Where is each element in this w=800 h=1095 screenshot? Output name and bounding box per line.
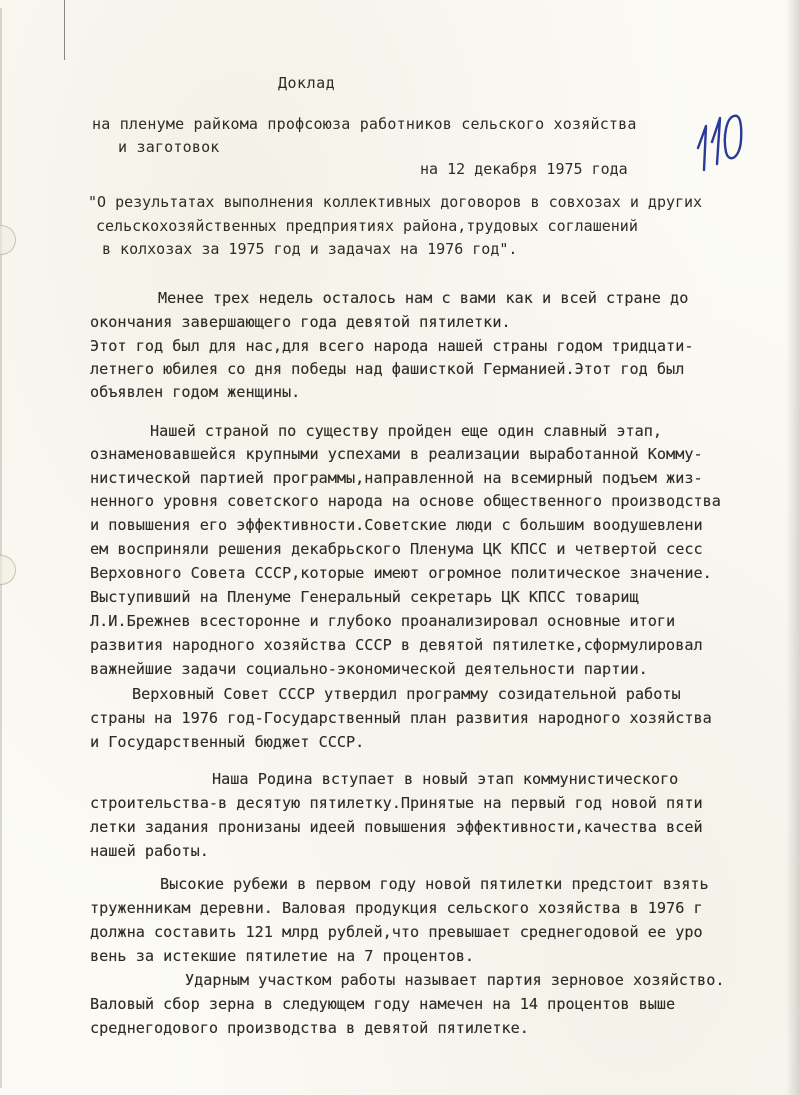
document-date: на 12 декабря 1975 года xyxy=(420,160,628,178)
body-line: Наша Родина вступает в новый этап коммунистического xyxy=(212,770,679,788)
body-line: Л.И.Брежнев всесторонне и глубоко проанализировал основные итоги xyxy=(90,612,676,630)
body-line: строительства-в десятую пятилетку.Принятые на первый год новой пяти xyxy=(90,794,703,812)
body-line: должна составить 121 млрд рублей,что превышает среднегодовой ее уро xyxy=(90,923,703,941)
paper-edge-mark xyxy=(0,8,2,1088)
body-line: нашей работы. xyxy=(90,842,209,860)
body-line: страны на 1976 год-Государственный план развития народного хозяйства xyxy=(90,709,712,727)
body-line: Нашей страной по существу пройден еще один славный этап, xyxy=(150,422,663,440)
subtitle-line: и заготовок xyxy=(118,138,220,156)
body-line: окончания завершающего года девятой пятилетки. xyxy=(90,313,511,331)
body-line: Валовый сбор зерна в следующем году намечен на 14 процентов выше xyxy=(90,995,676,1013)
body-line: Выступивший на Пленуме Генеральный секретарь ЦК КПСС товарищ xyxy=(90,588,639,606)
body-line: ненного уровня советского народа на основе общественного производства xyxy=(90,492,721,510)
body-line: вень за истекшие пятилетие на 7 процентов. xyxy=(90,947,475,965)
topic-line: "О результатах выполнения коллективных договоров в совхозах и других xyxy=(88,193,703,211)
body-line: летнего юбилея со дня победы над фашисткой Германией.Этот год был xyxy=(90,360,685,378)
body-line: важнейшие задачи социально-экономической деятельности партии. xyxy=(90,660,648,678)
punch-hole-upper xyxy=(0,225,16,255)
body-line: Ударным участком работы называет партия зерновое хозяйство. xyxy=(185,971,725,989)
body-line: нистической партией программы,направленной на всемирный подъем жиз- xyxy=(90,469,703,487)
body-line: ознаменовавшейся крупными успехами в реализации выработанной Комму- xyxy=(90,445,703,463)
subtitle-line: на пленуме райкома профсоюза работников сельского хозяйства xyxy=(92,115,637,133)
body-line: среднегодового производства в девятой пятилетке. xyxy=(90,1019,529,1037)
body-line: Этот год был для нас,для всего народа нашей страны годом тридцати- xyxy=(90,337,694,355)
topic-line: сельскохозяйственных предприятиях района,трудовых соглашений xyxy=(96,217,638,235)
body-line: и Государственный бюджет СССР. xyxy=(90,733,365,751)
page-edge-shadow xyxy=(786,0,800,1095)
paper-fold-mark xyxy=(64,0,65,60)
body-line: Менее трех недель осталось нам с вами как и всей стране до xyxy=(158,289,689,307)
body-line: объявлен годом женщины. xyxy=(90,383,301,401)
punch-hole-lower xyxy=(0,555,16,585)
body-line: ем восприняли решения декабрьского Пленума ЦК КПСС и четвертой сесс xyxy=(90,540,703,558)
topic-line: в колхозах за 1975 год и задачах на 1976 год". xyxy=(102,240,518,258)
document-title: Доклад xyxy=(278,74,336,92)
handwritten-page-number xyxy=(690,108,750,178)
body-line: развития народного хозяйства СССР в девятой пятилетке,сформулировал xyxy=(90,636,703,654)
body-line: и повышения его эффективности.Советские люди с большим воодушевлени xyxy=(90,516,703,534)
body-line: труженникам деревни. Валовая продукция сельского хозяйства в 1976 г xyxy=(90,899,703,917)
body-line: Высокие рубежи в первом году новой пятилетки предстоит взять xyxy=(160,875,709,893)
handwritten-number-drawing xyxy=(690,108,750,178)
body-line: Верховный Совет СССР утвердил программу созидательной работы xyxy=(132,685,681,703)
body-line: летки задания пронизаны идеей повышения эффективности,качества всей xyxy=(90,818,703,836)
body-line: Верховного Совета СССР,которые имеют огромное политическое значение. xyxy=(90,564,712,582)
